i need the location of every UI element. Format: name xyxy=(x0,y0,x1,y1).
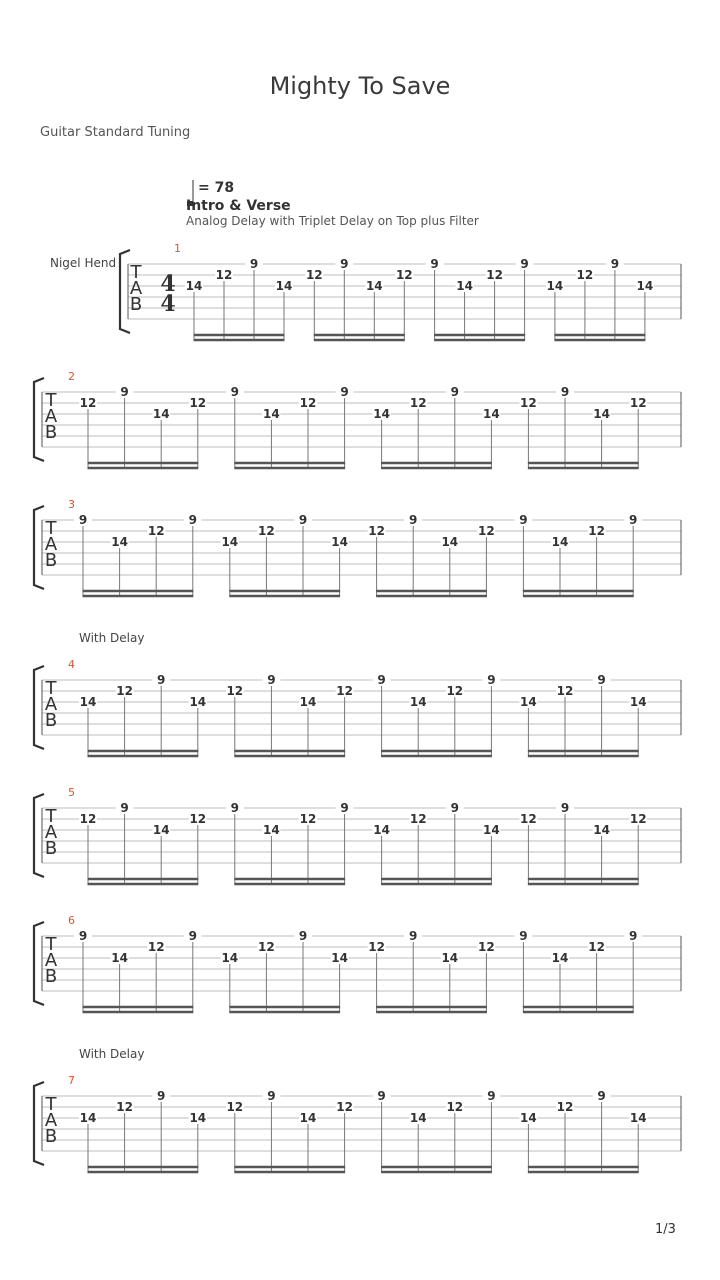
tab-clef-letter: T xyxy=(45,1094,57,1115)
time-signature-bottom: 4 xyxy=(160,291,176,317)
bar-number: 3 xyxy=(68,498,75,511)
fret-number: 14 xyxy=(185,279,203,293)
fret-number: 12 xyxy=(629,812,647,826)
fret-number: 14 xyxy=(441,535,459,549)
fret-number: 14 xyxy=(299,695,317,709)
fret-number: 12 xyxy=(520,812,537,826)
fret-number: 12 xyxy=(336,1100,353,1114)
fret-number: 14 xyxy=(365,279,383,293)
fret-number: 12 xyxy=(556,1100,574,1114)
fret-number: 9 xyxy=(78,513,88,527)
fret-number: 14 xyxy=(221,951,239,965)
fret-number: 9 xyxy=(120,385,129,399)
fret-number: 14 xyxy=(551,535,569,549)
fret-number: 14 xyxy=(189,1111,207,1125)
fret-number: 14 xyxy=(331,535,348,549)
bar-number: 2 xyxy=(68,370,75,383)
fret-number: 9 xyxy=(230,801,239,815)
tab-system xyxy=(34,631,681,756)
fret-number: 14 xyxy=(263,823,280,837)
tab-clef-letter: A xyxy=(129,278,143,299)
fret-number: 9 xyxy=(560,385,570,399)
fret-number: 14 xyxy=(299,1111,317,1125)
bar-number: 6 xyxy=(68,914,75,927)
tab-clef-letter: A xyxy=(44,822,58,843)
fret-number: 9 xyxy=(78,929,88,943)
fret-number: 9 xyxy=(298,929,308,943)
fret-number: 14 xyxy=(483,823,500,837)
fret-number: 9 xyxy=(230,385,239,399)
fret-number: 14 xyxy=(551,951,569,965)
fret-number: 14 xyxy=(79,695,97,709)
fret-number: 14 xyxy=(520,695,537,709)
fret-number: 12 xyxy=(299,396,317,410)
fret-number: 12 xyxy=(299,812,317,826)
fret-number: 14 xyxy=(629,695,647,709)
fret-number: 9 xyxy=(519,513,528,527)
fret-number: 14 xyxy=(441,951,459,965)
fret-number: 12 xyxy=(189,396,207,410)
bar-number: 4 xyxy=(68,658,75,671)
fret-number: 12 xyxy=(147,940,165,954)
fret-number: 9 xyxy=(409,513,418,527)
tab-clef-letter: A xyxy=(44,1110,58,1131)
fret-number: 14 xyxy=(483,407,500,421)
fret-number: 12 xyxy=(395,268,413,282)
tab-clef-letter: A xyxy=(44,950,58,971)
fret-number: 12 xyxy=(79,812,97,826)
fret-number: 14 xyxy=(152,823,170,837)
tab-clef-letter: T xyxy=(45,934,57,955)
tab-clef-letter: A xyxy=(44,406,58,427)
fret-number: 9 xyxy=(267,1089,276,1103)
fret-number: 9 xyxy=(597,1089,606,1103)
fret-number: 9 xyxy=(450,801,459,815)
fret-number: 14 xyxy=(546,279,564,293)
fret-number: 9 xyxy=(188,929,197,943)
fret-number: 9 xyxy=(450,385,459,399)
fret-number: 9 xyxy=(377,1089,386,1103)
fret-number: 12 xyxy=(226,684,244,698)
fret-number: 12 xyxy=(556,684,574,698)
fret-number: 14 xyxy=(520,1111,537,1125)
fret-number: 14 xyxy=(373,407,390,421)
fret-number: 9 xyxy=(157,673,166,687)
fret-number: 14 xyxy=(79,1111,97,1125)
fret-number: 14 xyxy=(409,695,427,709)
fret-number: 9 xyxy=(487,673,496,687)
fret-number: 12 xyxy=(446,1100,464,1114)
fret-number: 9 xyxy=(188,513,197,527)
fret-number: 14 xyxy=(629,1111,647,1125)
fret-number: 12 xyxy=(588,524,605,538)
fret-number: 14 xyxy=(275,279,293,293)
fret-number: 14 xyxy=(111,535,128,549)
tempo-marking: = 78 xyxy=(198,180,235,196)
fret-number: 9 xyxy=(597,673,606,687)
fret-number: 9 xyxy=(487,1089,496,1103)
fret-number: 12 xyxy=(79,396,97,410)
fret-number: 9 xyxy=(610,257,620,271)
system-annotation: With Delay xyxy=(79,1047,145,1061)
fret-number: 9 xyxy=(377,673,386,687)
fret-number: 9 xyxy=(409,929,418,943)
fret-number: 12 xyxy=(147,524,165,538)
fret-number: 14 xyxy=(593,823,610,837)
fret-number: 12 xyxy=(336,684,353,698)
fret-number: 9 xyxy=(267,673,276,687)
tab-clef-letter: T xyxy=(45,390,57,411)
tab-system xyxy=(34,370,681,468)
section-label: Intro & Verse xyxy=(186,198,291,214)
fret-number: 14 xyxy=(593,407,610,421)
fret-number: 14 xyxy=(111,951,128,965)
fret-number: 12 xyxy=(258,940,275,954)
tab-system xyxy=(34,786,681,884)
effect-annotation: Analog Delay with Triplet Delay on Top plus Filter xyxy=(186,214,479,228)
fret-number: 12 xyxy=(588,940,605,954)
bar-number: 7 xyxy=(68,1074,75,1087)
fret-number: 12 xyxy=(189,812,207,826)
fret-number: 9 xyxy=(120,801,129,815)
page-number: 1/3 xyxy=(655,1222,676,1237)
fret-number: 12 xyxy=(478,940,495,954)
tab-clef-letter: B xyxy=(44,1126,58,1147)
bar-number: 5 xyxy=(68,786,75,799)
fret-number: 12 xyxy=(409,396,427,410)
tab-clef-letter: T xyxy=(130,262,142,283)
fret-number: 9 xyxy=(249,257,259,271)
fret-number: 12 xyxy=(486,268,503,282)
tab-clef-letter: A xyxy=(44,534,58,555)
fret-number: 9 xyxy=(340,385,349,399)
tab-clef-letter: B xyxy=(44,710,58,731)
fret-number: 14 xyxy=(409,1111,427,1125)
fret-number: 9 xyxy=(430,257,439,271)
fret-number: 14 xyxy=(636,279,654,293)
fret-number: 12 xyxy=(446,684,464,698)
fret-number: 12 xyxy=(215,268,233,282)
fret-number: 9 xyxy=(340,801,349,815)
fret-number: 12 xyxy=(116,1100,133,1114)
tab-clef-letter: B xyxy=(44,422,58,443)
fret-number: 12 xyxy=(478,524,495,538)
tab-clef-letter: A xyxy=(44,694,58,715)
tuning-label: Guitar Standard Tuning xyxy=(40,125,191,140)
tab-system xyxy=(34,1047,681,1172)
system-annotation: With Delay xyxy=(79,631,145,645)
fret-number: 14 xyxy=(189,695,207,709)
tab-clef-letter: T xyxy=(45,518,57,539)
fret-number: 12 xyxy=(409,812,427,826)
fret-number: 12 xyxy=(226,1100,244,1114)
fret-number: 9 xyxy=(340,257,349,271)
fret-number: 9 xyxy=(560,801,570,815)
tab-clef-letter: T xyxy=(45,678,57,699)
fret-number: 9 xyxy=(157,1089,166,1103)
fret-number: 9 xyxy=(629,929,638,943)
instrument-name: Nigel Hend xyxy=(50,256,117,270)
fret-number: 14 xyxy=(331,951,348,965)
time-signature-top: 4 xyxy=(160,271,176,297)
fret-number: 12 xyxy=(368,524,385,538)
fret-number: 14 xyxy=(152,407,170,421)
tab-system xyxy=(120,242,681,340)
fret-number: 12 xyxy=(576,268,594,282)
fret-number: 14 xyxy=(456,279,473,293)
tab-clef-letter: B xyxy=(129,294,143,315)
fret-number: 14 xyxy=(263,407,280,421)
fret-number: 12 xyxy=(258,524,275,538)
fret-number: 14 xyxy=(221,535,239,549)
tab-clef-letter: T xyxy=(45,806,57,827)
fret-number: 9 xyxy=(629,513,638,527)
bar-number: 1 xyxy=(174,242,181,255)
tab-clef-letter: B xyxy=(44,838,58,859)
fret-number: 12 xyxy=(305,268,323,282)
fret-number: 12 xyxy=(116,684,133,698)
fret-number: 14 xyxy=(373,823,390,837)
tab-system xyxy=(34,914,681,1012)
tab-clef-letter: B xyxy=(44,550,58,571)
tab-system xyxy=(34,498,681,596)
fret-number: 12 xyxy=(368,940,385,954)
fret-number: 12 xyxy=(520,396,537,410)
fret-number: 9 xyxy=(519,929,528,943)
fret-number: 9 xyxy=(520,257,529,271)
tab-clef-letter: B xyxy=(44,966,58,987)
fret-number: 9 xyxy=(298,513,308,527)
song-title: Mighty To Save xyxy=(269,72,451,100)
fret-number: 12 xyxy=(629,396,647,410)
